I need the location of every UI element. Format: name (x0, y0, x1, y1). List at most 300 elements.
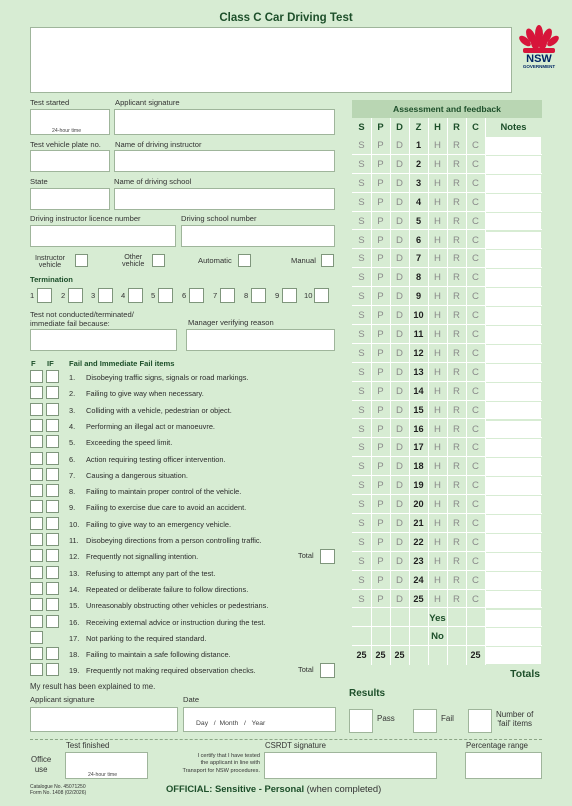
assessment-mark-c[interactable]: C (472, 310, 479, 322)
not-conducted-field[interactable] (30, 329, 177, 351)
notes-cell[interactable] (486, 194, 541, 211)
assessment-mark-s[interactable]: S (358, 499, 365, 511)
assessment-mark-p[interactable]: P (377, 291, 384, 303)
date-format: Day / Month / Year (196, 720, 266, 727)
instructor-name-field[interactable] (114, 150, 335, 172)
assessment-mark-h[interactable]: H (434, 291, 441, 303)
assessment-mark-h[interactable]: H (434, 480, 441, 492)
notes-cell[interactable] (486, 326, 541, 343)
manager-field[interactable] (186, 329, 335, 351)
immediate-fail-checkbox[interactable] (46, 615, 59, 628)
column-header-z: Z (415, 121, 422, 132)
assessment-title: Assessment and feedback (393, 104, 501, 114)
percentage-field[interactable] (465, 752, 542, 779)
fail-checkbox[interactable] (30, 403, 43, 416)
assessment-mark-s[interactable]: S (358, 518, 365, 529)
assessment-mark-s[interactable]: S (358, 366, 365, 378)
assessment-mark-s[interactable]: S (358, 385, 365, 397)
notes-cell[interactable] (486, 288, 541, 305)
plate-label: Test vehicle plate no. (30, 140, 101, 149)
assessment-mark-h[interactable]: H (434, 272, 441, 284)
notes-cell[interactable] (486, 383, 541, 400)
assessment-mark-d[interactable]: D (396, 196, 403, 208)
assessment-mark-d[interactable]: D (396, 272, 403, 284)
assessment-mark-d[interactable]: D (396, 499, 403, 511)
fail-checkbox[interactable] (30, 468, 43, 481)
assessment-mark-r[interactable]: R (453, 461, 460, 473)
assessment-mark-d[interactable]: D (396, 253, 403, 265)
assessment-mark-s[interactable]: S (358, 234, 365, 246)
assessment-mark-s[interactable]: S (358, 423, 365, 435)
assessment-mark-p[interactable]: P (377, 461, 384, 473)
immediate-fail-checkbox[interactable] (46, 549, 59, 562)
assessment-mark-p[interactable]: P (377, 329, 384, 340)
assessment-mark-r[interactable]: R (453, 499, 460, 511)
assessment-mark-c[interactable]: C (472, 480, 479, 492)
assessment-mark-s[interactable]: S (358, 253, 365, 265)
applicant-signature-2-label: Applicant signature (30, 695, 95, 704)
assessment-mark-s[interactable]: S (358, 158, 365, 170)
assessment-mark-r[interactable]: R (453, 536, 460, 548)
assessment-mark-d[interactable]: D (396, 423, 403, 435)
immediate-fail-checkbox[interactable] (46, 663, 59, 676)
fail-box[interactable] (413, 709, 437, 733)
assessment-mark-s[interactable]: S (358, 404, 365, 416)
notes-cell[interactable] (486, 591, 541, 608)
fail-count-box[interactable] (468, 709, 492, 733)
csrdt-label: CSRDT signature (265, 741, 326, 750)
assessment-mark-d[interactable]: D (396, 593, 403, 605)
applicant-signature-field[interactable] (114, 109, 335, 135)
header-notes-box[interactable] (30, 27, 512, 93)
school-name-field[interactable] (114, 188, 335, 210)
assessment-mark-h[interactable]: H (434, 461, 441, 473)
fail-item-text: Failing to give way to an emergency vehicle. (86, 519, 232, 529)
assessment-mark-s[interactable]: S (358, 196, 365, 208)
fail-checkbox[interactable] (30, 533, 43, 546)
zone-number: 9 (415, 291, 422, 302)
fail-checkbox[interactable] (30, 452, 43, 465)
assessment-mark-r[interactable]: R (453, 196, 460, 208)
fail-checkbox[interactable] (30, 419, 43, 432)
pass-box[interactable] (349, 709, 373, 733)
assessment-mark-c[interactable]: C (472, 518, 479, 529)
assessment-mark-d[interactable]: D (396, 404, 403, 416)
zone-row (352, 420, 542, 439)
notes-cell[interactable] (486, 232, 541, 249)
assessment-mark-p[interactable]: P (377, 536, 384, 548)
assessment-mark-p[interactable]: P (377, 272, 384, 284)
assessment-mark-s[interactable]: S (358, 177, 365, 189)
assessment-mark-r[interactable]: R (453, 329, 460, 340)
assessment-mark-d[interactable]: D (396, 329, 403, 340)
immediate-fail-checkbox[interactable] (46, 484, 59, 497)
assessment-mark-p[interactable]: P (377, 555, 384, 567)
assessment-mark-h[interactable]: H (434, 177, 441, 189)
termination-checkbox-2[interactable] (68, 288, 83, 303)
assessment-mark-c[interactable]: C (472, 215, 479, 227)
notes-cell[interactable] (486, 269, 541, 286)
assessment-mark-h[interactable]: H (434, 329, 441, 340)
column-header-d: D (396, 121, 403, 132)
assessment-mark-r[interactable]: R (453, 442, 460, 454)
assessment-mark-d[interactable]: D (396, 555, 403, 567)
fail-item-number: 8. (69, 487, 76, 497)
assessment-mark-h[interactable]: H (434, 518, 441, 529)
fail-item (0, 533, 340, 549)
assessment-mark-s[interactable]: S (358, 442, 365, 454)
plate-field[interactable] (30, 150, 110, 172)
assessment-mark-h[interactable]: H (434, 574, 441, 586)
assessment-mark-p[interactable]: P (377, 366, 384, 378)
fail-item (0, 631, 340, 647)
assessment-mark-p[interactable]: P (377, 385, 384, 397)
assessment-mark-s[interactable]: S (358, 461, 365, 473)
date-label: Date (183, 695, 200, 704)
assessment-mark-d[interactable]: D (396, 140, 403, 151)
assessment-mark-s[interactable]: S (358, 574, 365, 586)
other-vehicle-label: Other vehicle (122, 252, 145, 269)
totals-notes-cell[interactable] (486, 647, 541, 664)
assessment-mark-d[interactable]: D (396, 461, 403, 473)
notes-cell[interactable] (486, 402, 541, 419)
assessment-mark-h[interactable]: H (434, 140, 441, 151)
notes-cell[interactable] (486, 458, 541, 475)
assessment-mark-p[interactable]: P (377, 234, 384, 246)
assessment-mark-s[interactable]: S (358, 347, 365, 359)
fail-checkbox[interactable] (30, 386, 43, 399)
assessment-mark-h[interactable]: H (434, 404, 441, 416)
immediate-fail-checkbox[interactable] (46, 452, 59, 465)
assessment-mark-r[interactable]: R (453, 158, 460, 170)
assessment-mark-h[interactable]: H (434, 593, 441, 605)
assessment-mark-r[interactable]: R (453, 253, 460, 265)
assessment-mark-p[interactable]: P (377, 347, 384, 359)
assessment-mark-c[interactable]: C (472, 253, 479, 265)
assessment-mark-c[interactable]: C (472, 536, 479, 548)
fail-item (0, 370, 340, 386)
fail-checkbox[interactable] (30, 500, 43, 513)
assessment-mark-s[interactable]: S (358, 291, 365, 303)
fail-item-number: 7. (69, 470, 76, 480)
assessment-mark-p[interactable]: P (377, 158, 384, 170)
termination-checkbox-7[interactable] (220, 288, 235, 303)
assessment-mark-p[interactable]: P (377, 423, 384, 435)
fail-item-text: Disobeying traffic signs, signals or road markings. (86, 373, 249, 382)
assessment-mark-p[interactable]: P (377, 499, 384, 511)
assessment-mark-c[interactable]: C (472, 234, 479, 246)
termination-checkbox-6[interactable] (189, 288, 204, 303)
assessment-mark-c[interactable]: C (472, 177, 479, 189)
zone-row (352, 193, 542, 212)
assessment-mark-r[interactable]: R (453, 480, 460, 492)
assessment-mark-s[interactable]: S (358, 140, 365, 151)
assessment-mark-d[interactable]: D (396, 480, 403, 492)
assessment-mark-r[interactable]: R (453, 555, 460, 567)
notes-cell[interactable] (486, 496, 541, 513)
assessment-mark-d[interactable]: D (396, 518, 403, 529)
assessment-mark-c[interactable]: C (472, 366, 479, 378)
applicant-signature-2-field[interactable] (30, 707, 178, 732)
school-number-label: Driving school number (181, 214, 257, 223)
fail-checkbox[interactable] (30, 631, 43, 644)
termination-checkbox-5[interactable] (158, 288, 173, 303)
fail-checkbox[interactable] (30, 598, 43, 611)
zone-row (352, 136, 542, 155)
immediate-fail-checkbox[interactable] (46, 582, 59, 595)
total-box[interactable] (320, 663, 335, 678)
assessment-mark-r[interactable]: R (453, 366, 460, 378)
immediate-fail-checkbox[interactable] (46, 468, 59, 481)
assessment-mark-h[interactable]: H (434, 385, 441, 397)
zone-number: 15 (413, 404, 424, 415)
assessment-mark-s[interactable]: S (358, 310, 365, 322)
state-field[interactable] (30, 188, 110, 210)
fail-item-number: 6. (69, 454, 76, 464)
assessment-mark-d[interactable]: D (396, 215, 403, 227)
assessment-mark-p[interactable]: P (377, 215, 384, 227)
fail-checkbox[interactable] (30, 549, 43, 562)
assessment-mark-h[interactable]: H (434, 158, 441, 170)
assessment-mark-s[interactable]: S (358, 272, 365, 284)
assessment-mark-r[interactable]: R (453, 423, 460, 435)
notes-cell[interactable] (486, 137, 541, 154)
assessment-mark-p[interactable]: P (377, 310, 384, 322)
termination-number: 4 (121, 291, 126, 300)
termination-number: 10 (304, 291, 313, 300)
assessment-mark-r[interactable]: R (453, 310, 460, 322)
no-notes-cell[interactable] (486, 628, 541, 645)
assessment-mark-c[interactable]: C (472, 404, 479, 416)
immediate-fail-checkbox[interactable] (46, 517, 59, 530)
assessment-mark-h[interactable]: H (434, 536, 441, 548)
assessment-mark-c[interactable]: C (472, 329, 479, 340)
termination-checkbox-3[interactable] (98, 288, 113, 303)
termination-checkbox-1[interactable] (37, 288, 52, 303)
fail-item (0, 386, 340, 402)
assessment-mark-d[interactable]: D (396, 442, 403, 454)
assessment-mark-d[interactable]: D (396, 347, 403, 359)
immediate-fail-checkbox[interactable] (46, 370, 59, 383)
assessment-mark-d[interactable]: D (396, 385, 403, 397)
assessment-mark-c[interactable]: C (472, 461, 479, 473)
licence-number-field[interactable] (30, 225, 176, 247)
immediate-fail-checkbox[interactable] (46, 533, 59, 546)
notes-cell[interactable] (486, 439, 541, 456)
explained-label: My result has been explained to me. (30, 682, 156, 691)
termination-checkbox-9[interactable] (282, 288, 297, 303)
assessment-mark-d[interactable]: D (396, 158, 403, 170)
assessment-mark-c[interactable]: C (472, 272, 479, 284)
assessment-mark-c[interactable]: C (472, 140, 479, 151)
assessment-mark-p[interactable]: P (377, 140, 384, 151)
assessment-mark-r[interactable]: R (453, 234, 460, 246)
assessment-mark-r[interactable]: R (453, 404, 460, 416)
total-box[interactable] (320, 549, 335, 564)
assessment-mark-c[interactable]: C (472, 442, 479, 454)
assessment-mark-d[interactable]: D (396, 310, 403, 322)
notes-cell[interactable] (486, 553, 541, 570)
assessment-mark-p[interactable]: P (377, 518, 384, 529)
zone-number: 25 (413, 593, 424, 604)
assessment-mark-d[interactable]: D (396, 291, 403, 303)
assessment-mark-p[interactable]: P (377, 253, 384, 265)
zone-number: 8 (415, 272, 422, 283)
zone-number: 11 (413, 329, 424, 339)
csrdt-signature-field[interactable] (264, 752, 437, 779)
termination-checkbox-4[interactable] (128, 288, 143, 303)
manual-checkbox[interactable] (321, 254, 334, 267)
immediate-fail-checkbox[interactable] (46, 647, 59, 660)
assessment-mark-p[interactable]: P (377, 177, 384, 189)
assessment-mark-c[interactable]: C (472, 291, 479, 303)
termination-checkbox-10[interactable] (314, 288, 329, 303)
assessment-mark-p[interactable]: P (377, 593, 384, 605)
assessment-mark-c[interactable]: C (472, 555, 479, 567)
assessment-mark-h[interactable]: H (434, 253, 441, 265)
assessment-mark-s[interactable]: S (358, 480, 365, 492)
assessment-mark-c[interactable]: C (472, 158, 479, 170)
immediate-fail-checkbox[interactable] (46, 419, 59, 432)
zone-number: 4 (415, 196, 422, 207)
other-vehicle-checkbox[interactable] (152, 254, 165, 267)
termination-number: 2 (61, 291, 66, 300)
assessment-mark-c[interactable]: C (472, 574, 479, 586)
assessment-mark-h[interactable]: H (434, 215, 441, 227)
assessment-mark-p[interactable]: P (377, 574, 384, 586)
assessment-mark-c[interactable]: C (472, 423, 479, 435)
notes-cell[interactable] (486, 534, 541, 551)
assessment-mark-c[interactable]: C (472, 385, 479, 397)
assessment-mark-s[interactable]: S (358, 536, 365, 548)
assessment-mark-r[interactable]: R (453, 593, 460, 605)
notes-cell[interactable] (486, 572, 541, 589)
immediate-fail-checkbox[interactable] (46, 598, 59, 611)
assessment-mark-r[interactable]: R (453, 291, 460, 303)
immediate-fail-checkbox[interactable] (46, 435, 59, 448)
zone-row (352, 268, 542, 287)
assessment-mark-h[interactable]: H (434, 423, 441, 435)
instructor-vehicle-label: Instructor vehicle (35, 253, 65, 270)
assessment-mark-r[interactable]: R (453, 385, 460, 397)
immediate-fail-checkbox[interactable] (46, 403, 59, 416)
termination-number: 8 (244, 291, 249, 300)
assessment-mark-c[interactable]: C (472, 196, 479, 208)
notes-cell[interactable] (486, 515, 541, 532)
fail-item-number: 4. (69, 421, 76, 431)
assessment-mark-d[interactable]: D (396, 536, 403, 548)
notes-cell[interactable] (486, 345, 541, 362)
assessment-mark-h[interactable]: H (434, 442, 441, 454)
fail-item-text: Unreasonably obstructing other vehicles or pedestrians. (86, 601, 269, 611)
fail-item-text: Colliding with a vehicle, pedestrian or object. (86, 405, 232, 415)
assessment-mark-h[interactable]: H (434, 196, 441, 208)
assessment-mark-h[interactable]: H (434, 347, 441, 359)
assessment-mark-d[interactable]: D (396, 574, 403, 586)
zone-number: 3 (415, 177, 422, 188)
notes-cell[interactable] (486, 175, 541, 192)
fail-item (0, 517, 340, 533)
immediate-fail-checkbox[interactable] (46, 500, 59, 513)
assessment-mark-s[interactable]: S (358, 555, 365, 567)
notes-cell[interactable] (486, 477, 541, 494)
notes-cell[interactable] (486, 421, 541, 438)
immediate-fail-checkbox[interactable] (46, 566, 59, 579)
fail-checkbox[interactable] (30, 517, 43, 530)
notes-cell[interactable] (486, 307, 541, 324)
assessment-mark-c[interactable]: C (472, 347, 479, 359)
automatic-checkbox[interactable] (238, 254, 251, 267)
zone-row (352, 533, 542, 552)
notes-cell[interactable] (486, 213, 541, 230)
school-name-label: Name of driving school (114, 177, 192, 186)
total-c: 25 (470, 650, 481, 661)
certify-text: I certify that I have tested the applicant in line with Transport for NSW procedures. (182, 753, 260, 774)
fail-checkbox[interactable] (30, 582, 43, 595)
fail-checkbox[interactable] (30, 435, 43, 448)
notes-cell[interactable] (486, 364, 541, 381)
assessment-mark-r[interactable]: R (453, 518, 460, 529)
assessment-mark-r[interactable]: R (453, 347, 460, 359)
zone-row (352, 287, 542, 306)
assessment-mark-r[interactable]: R (453, 177, 460, 189)
assessment-mark-r[interactable]: R (453, 272, 460, 284)
assessment-mark-c[interactable]: C (472, 593, 479, 605)
assessment-mark-c[interactable]: C (472, 499, 479, 511)
termination-number: 1 (30, 291, 35, 300)
fail-checkbox[interactable] (30, 647, 43, 660)
assessment-mark-s[interactable]: S (358, 593, 365, 605)
fail-checkbox[interactable] (30, 370, 43, 383)
fail-item-number: 18. (69, 650, 80, 660)
zone-row (352, 344, 542, 363)
assessment-mark-h[interactable]: H (434, 555, 441, 567)
assessment-mark-h[interactable]: H (434, 366, 441, 378)
assessment-mark-p[interactable]: P (377, 442, 384, 454)
instructor-vehicle-checkbox[interactable] (75, 254, 88, 267)
finished-hour-hint: 24-hour time (88, 772, 118, 778)
fail-item (0, 647, 340, 663)
assessment-mark-d[interactable]: D (396, 366, 403, 378)
immediate-fail-checkbox[interactable] (46, 386, 59, 399)
assessment-mark-r[interactable]: R (453, 574, 460, 586)
yes-notes-cell[interactable] (486, 610, 541, 627)
assessment-mark-d[interactable]: D (396, 177, 403, 189)
assessment-mark-s[interactable]: S (358, 329, 365, 340)
assessment-mark-h[interactable]: H (434, 499, 441, 511)
fail-item-number: 16. (69, 617, 80, 627)
assessment-mark-p[interactable]: P (377, 404, 384, 416)
assessment-mark-r[interactable]: R (453, 215, 460, 227)
fail-checkbox[interactable] (30, 484, 43, 497)
fail-checkbox[interactable] (30, 615, 43, 628)
notes-cell[interactable] (486, 250, 541, 267)
notes-cell[interactable] (486, 156, 541, 173)
zone-number: 21 (413, 518, 424, 528)
assessment-mark-h[interactable]: H (434, 310, 441, 322)
termination-checkbox-8[interactable] (251, 288, 266, 303)
assessment-mark-s[interactable]: S (358, 215, 365, 227)
assessment-mark-r[interactable]: R (453, 140, 460, 151)
school-number-field[interactable] (181, 225, 335, 247)
fail-checkbox[interactable] (30, 566, 43, 579)
assessment-mark-h[interactable]: H (434, 234, 441, 246)
fail-item-text: Failing to maintain proper control of the vehicle. (86, 487, 242, 497)
fail-checkbox[interactable] (30, 663, 43, 676)
assessment-mark-p[interactable]: P (377, 480, 384, 492)
assessment-mark-d[interactable]: D (396, 234, 403, 246)
assessment-mark-p[interactable]: P (377, 196, 384, 208)
